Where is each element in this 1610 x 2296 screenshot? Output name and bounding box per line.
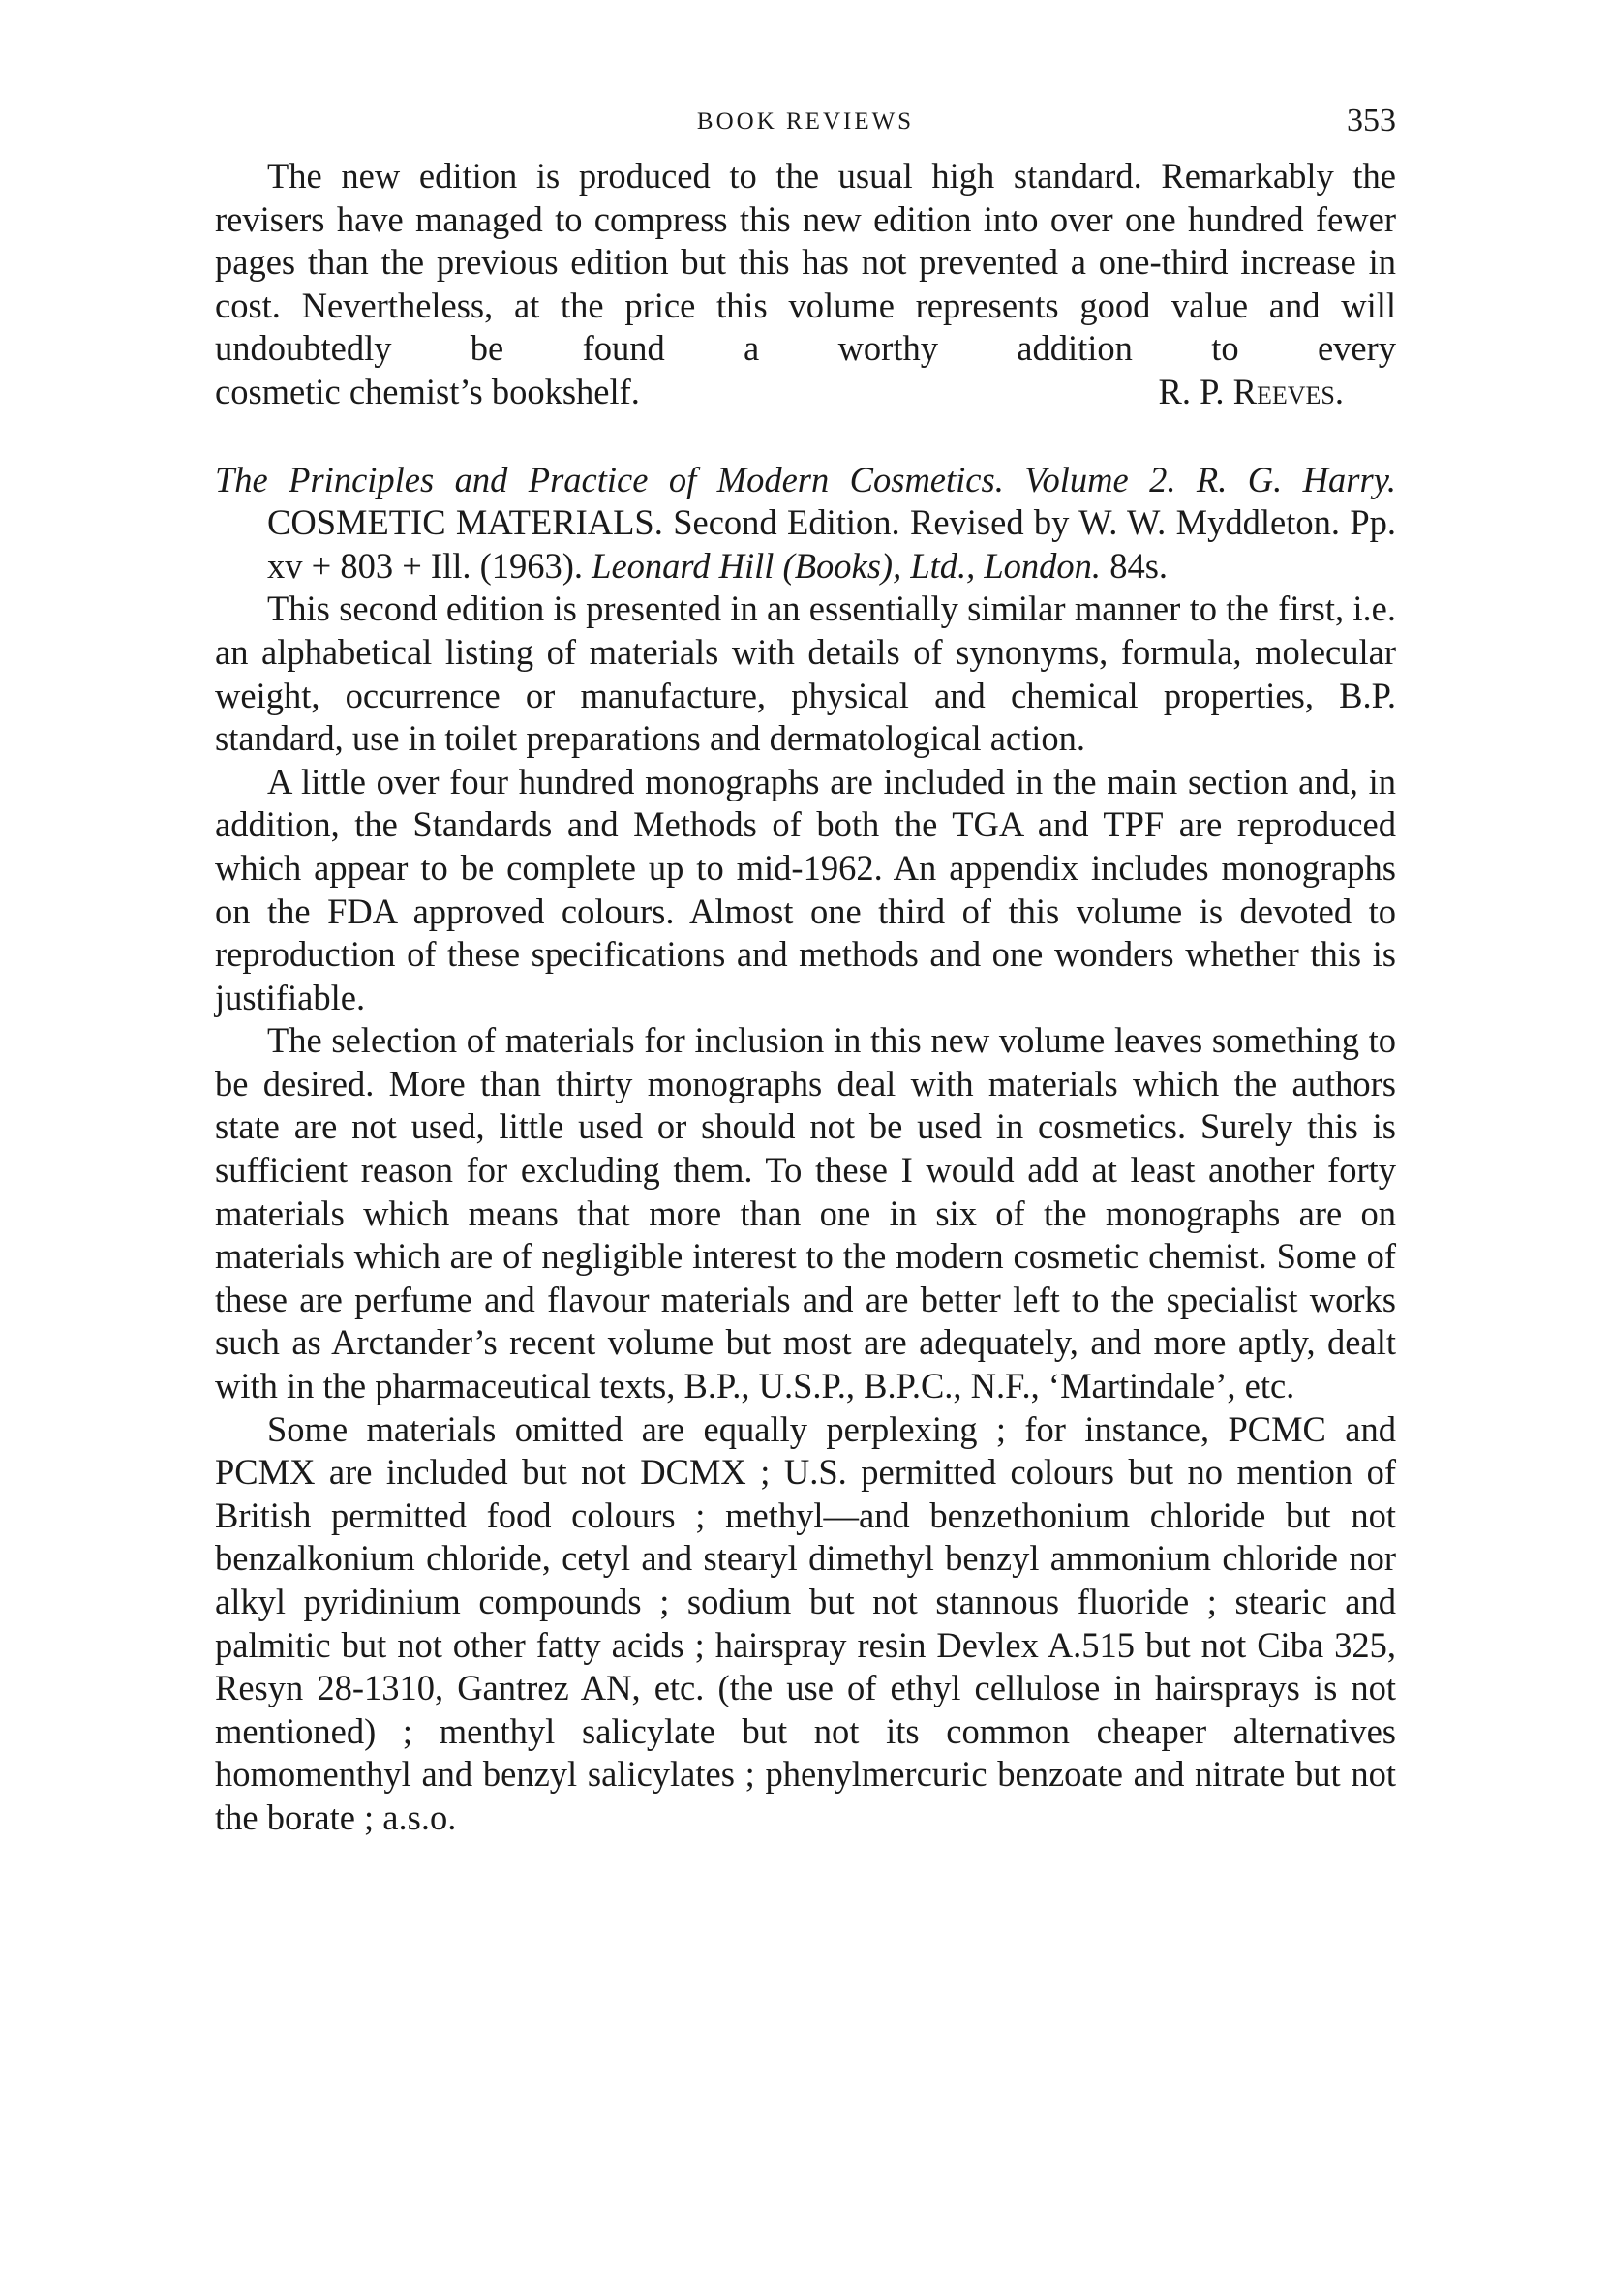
book-details: COSMETIC MATERIALS. Second Edition. Revised by W. W. Myddleton. Pp. xv + 803 + Ill. (1963). (267, 502, 1396, 586)
page (215, 97, 1396, 1840)
running-title: BOOK REVIEWS (696, 108, 915, 135)
series-title: The Principles and Practice of Modern Cosmetics. (215, 459, 1004, 499)
price: 84s. (1109, 545, 1169, 586)
body-paragraph-1: This second edition is presented in an essentially similar manner to the first, i.e. an alphabetical listing of materials with details of synonyms, formula, molecular weight, occurrence or manufacture, physical and chemical properties, B.P. standard, use in toilet preparations and dermatological action. (215, 589, 1396, 759)
body-paragraph-3: The selection of materials for inclusion in this new volume leaves something to be desired. More than thirty monographs deal with materials which the authors state are not used, little used or should not be used in cosmetics. Surely this is sufficient reason for excluding them. To these I would add at least another forty materials which means that more than one in six of the monographs are on materials which are of negligible interest to the modern cosmetic chemist. Some of these are perfume and flavour materials and are better left to the specialist works such as Arctander’s recent volume but most are adequately, and more aptly, dealt with in the pharmaceutical texts, B.P., U.S.P., B.P.C., N.F., ‘Martindale’, etc. (215, 1020, 1396, 1406)
review-body (215, 588, 1396, 1839)
publisher: Leonard Hill (Books), Ltd., London. (592, 545, 1102, 586)
book-citation (215, 459, 1396, 589)
closing-text: cosmetic chemist’s bookshelf. (215, 371, 640, 411)
page-number: 353 (1347, 103, 1396, 138)
review-closing-line (215, 371, 1396, 414)
review-paragraph: The new edition is produced to the usual high standard. Remarkably the revisers have managed to compress this new edition into over one hundred fewer pages than the previous edition but this has not prevented a one-third increase in cost. Nevertheless, at the price this volume represents good value and will undoubtedly be found a worthy addition to every (215, 156, 1396, 369)
reviewer-signature: R. P. Reeves. (1158, 371, 1344, 411)
book-author: R. G. Harry. (1196, 459, 1396, 499)
running-header (215, 97, 1396, 155)
body-paragraph-4: Some materials omitted are equally perplexing ; for instance, PCMC and PCMX are included but not DCMX ; U.S. permitted colours but no mention of British permitted food colours ; methyl—and benzethonium chloride but not benzalkonium chloride, cetyl and stearyl dimethyl benzyl ammonium chloride nor alkyl pyridinium compounds ; sodium but not stannous fluoride ; stearic and palmitic but not other fatty acids ; hairspray resin Devlex A.515 but not Ciba 325, Resyn 28-1310, Gantrez AN, etc. (the use of ethyl cellulose in hairsprays is not mentioned) ; menthyl salicylate but not its common cheaper alternatives homomenthyl and benzyl salicylates ; phenylmercuric benzoate and nitrate but not the borate ; a.s.o. (215, 1408, 1396, 1837)
volume: Volume 2. (1024, 459, 1176, 499)
previous-review (215, 155, 1396, 414)
body-paragraph-2: A little over four hundred monographs are included in the main section and, in addition, the Standards and Methods of both the TGA and TPF are reproduced which appear to be complete up to mid-1962. An appendix includes monographs on the FDA approved colours. Almost one third of this volume is devoted to reproduction of these specifications and methods and one wonders whether this is justifiable. (215, 761, 1396, 1017)
